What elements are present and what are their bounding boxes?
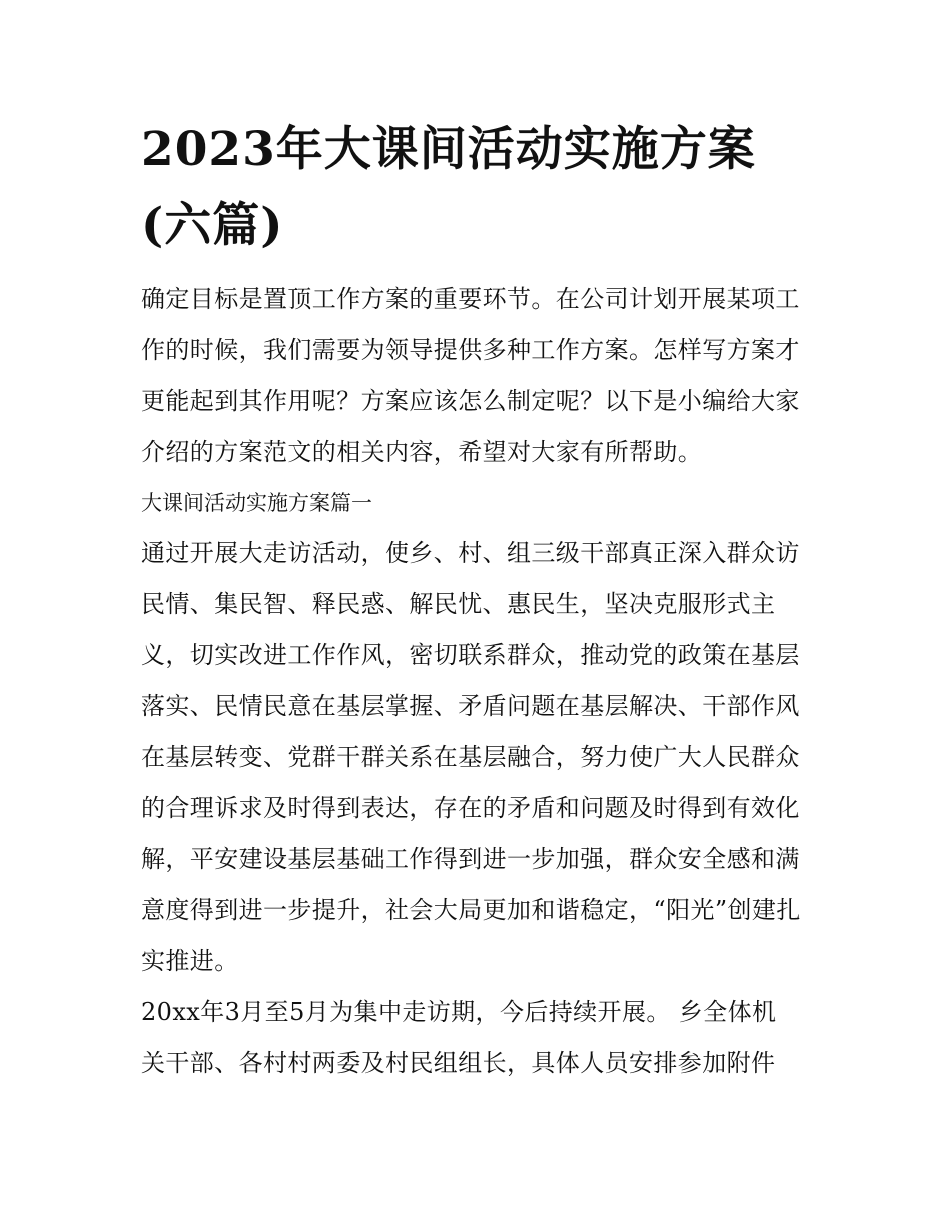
document-title — [141, 112, 813, 264]
paragraph-line: 落实、民情民意在基层掌握、矛盾问题在基层解决、干部作风 — [141, 692, 800, 720]
body-paragraph-1 — [141, 528, 813, 987]
paragraph-line: 实推进。 — [141, 947, 239, 975]
section-heading: 大课间活动实施方案篇一 — [141, 491, 372, 515]
paragraph-line: 20xx年3月至5月为集中走访期，今后持续开展。 乡全体机 — [141, 998, 777, 1026]
paragraph-line: 在基层转变、党群干群关系在基层融合，努力使广大人民群众 — [141, 743, 800, 771]
title-line-2: (六篇) — [141, 198, 284, 253]
title-line-1: 2023年大课间活动实施方案 — [141, 122, 756, 177]
paragraph-line: 关干部、各村村两委及村民组组长，具体人员安排参加附件 — [141, 1049, 776, 1077]
intro-line: 确定目标是置顶工作方案的重要环节。在公司计划开展某项工 — [141, 285, 800, 313]
intro-line: 介绍的方案范文的相关内容，希望对大家有所帮助。 — [141, 438, 703, 466]
document-content — [141, 112, 813, 1089]
paragraph-line: 民情、集民智、释民惑、解民忧、惠民生，坚决克服形式主 — [141, 590, 776, 618]
paragraph-line: 通过开展大走访活动，使乡、村、组三级干部真正深入群众访 — [141, 539, 800, 567]
paragraph-line: 意度得到进一步提升，社会大局更加和谐稳定，“阳光”创建扎 — [141, 896, 801, 924]
intro-paragraph — [141, 274, 813, 478]
body-paragraph-2 — [141, 987, 813, 1089]
paragraph-line: 解，平安建设基层基础工作得到进一步加强，群众安全感和满 — [141, 845, 800, 873]
intro-line: 作的时候，我们需要为领导提供多种工作方案。怎样写方案才 — [141, 336, 800, 364]
paragraph-line: 的合理诉求及时得到表达，存在的矛盾和问题及时得到有效化 — [141, 794, 800, 822]
paragraph-line: 义，切实改进工作作风，密切联系群众，推动党的政策在基层 — [141, 641, 800, 669]
intro-line: 更能起到其作用呢？方案应该怎么制定呢？以下是小编给大家 — [141, 387, 800, 415]
